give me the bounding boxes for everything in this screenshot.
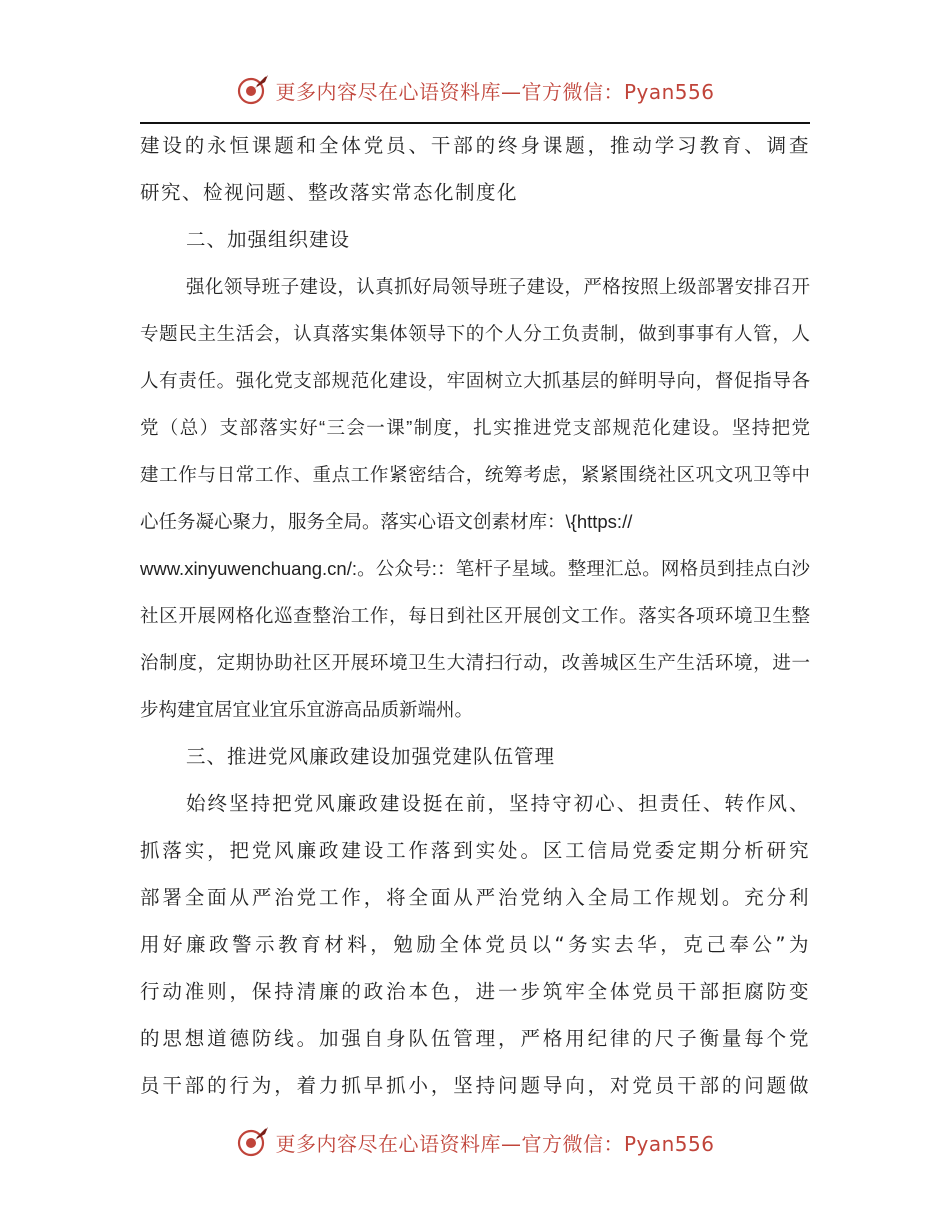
body-line: 部署全面从严治党工作，将全面从严治党纳入全局工作规划。充分利 bbox=[140, 886, 810, 909]
body-line: 治制度，定期协助社区开展环境卫生大清扫行动，改善城区生产生活环境，进一 bbox=[140, 652, 810, 673]
quill-seal-icon bbox=[235, 72, 271, 108]
document-body bbox=[140, 122, 810, 1109]
footer-banner bbox=[0, 1122, 950, 1162]
header-banner-text: 更多内容尽在心语资料库—官方微信：Pyan556 bbox=[275, 79, 715, 104]
section-heading: 三、推进党风廉政建设加强党建队伍管理 bbox=[186, 745, 556, 768]
body-line: 社区开展网格化巡查整治工作，每日到社区开展创文工作。落实各项环境卫生整 bbox=[140, 605, 810, 626]
body-line: 的思想道德防线。加强自身队伍管理，严格用纪律的尺子衡量每个党 bbox=[140, 1027, 810, 1050]
body-line: 员干部的行为，着力抓早抓小，坚持问题导向，对党员干部的问题做 bbox=[140, 1074, 810, 1097]
body-line: 强化领导班子建设，认真抓好局领导班子建设，严格按照上级部署安排召开 bbox=[186, 276, 810, 297]
section-heading: 二、加强组织建设 bbox=[186, 228, 351, 251]
body-line: 心任务凝心聚力，服务全局。落实心语文创素材库：\{https:// bbox=[140, 511, 633, 532]
body-line: 党（总）支部落实好“三会一课”制度，扎实推进党支部规范化建设。坚持把党 bbox=[140, 417, 810, 438]
body-line: 研究、检视问题、整改落实常态化制度化 bbox=[140, 181, 519, 204]
body-line: 步构建宜居宜业宜乐宜游高品质新端州。 bbox=[140, 699, 474, 720]
header-banner bbox=[0, 70, 950, 110]
body-line: www.xinyuwenchuang.cn/:。公众号:：笔杆子星域。整理汇总。网格员到挂点白沙 bbox=[140, 558, 810, 579]
body-line: 始终坚持把党风廉政建设挺在前，坚持守初心、担责任、转作风、 bbox=[186, 792, 810, 815]
body-line: 建设的永恒课题和全体党员、干部的终身课题，推动学习教育、调查 bbox=[140, 134, 810, 157]
body-line: 用好廉政警示教育材料，勉励全体党员以“务实去华，克己奉公”为 bbox=[140, 933, 810, 956]
body-line: 人有责任。强化党支部规范化建设，牢固树立大抓基层的鲜明导向，督促指导各 bbox=[140, 370, 810, 391]
body-line: 抓落实，把党风廉政建设工作落到实处。区工信局党委定期分析研究 bbox=[140, 839, 810, 862]
body-line: 行动准则，保持清廉的政治本色，进一步筑牢全体党员干部拒腐防变 bbox=[140, 980, 810, 1003]
body-line: 专题民主生活会，认真落实集体领导下的个人分工负责制，做到事事有人管，人 bbox=[140, 323, 810, 344]
footer-banner-text: 更多内容尽在心语资料库—官方微信：Pyan556 bbox=[275, 1131, 715, 1156]
quill-seal-icon bbox=[235, 1124, 271, 1160]
body-line: 建工作与日常工作、重点工作紧密结合，统筹考虑，紧紧围绕社区巩文巩卫等中 bbox=[140, 464, 810, 485]
